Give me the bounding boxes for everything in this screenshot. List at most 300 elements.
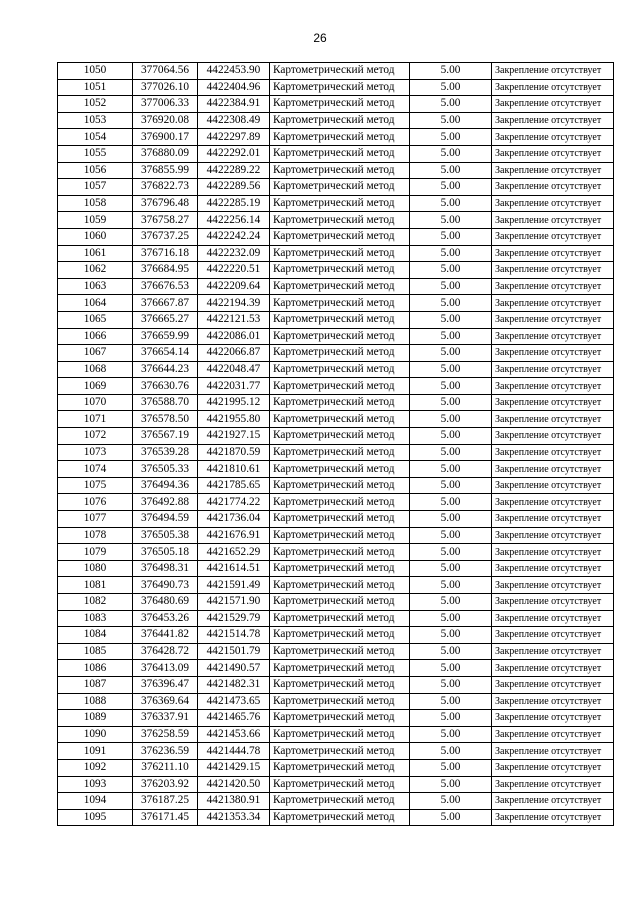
point-number-cell: 1064 [58, 295, 133, 312]
fixing-cell: Закрепление отсутствует [492, 96, 614, 113]
accuracy-cell: 5.00 [410, 179, 492, 196]
x-coordinate-cell: 376665.27 [133, 311, 198, 328]
point-number-cell: 1086 [58, 660, 133, 677]
point-number-cell: 1073 [58, 444, 133, 461]
accuracy-cell: 5.00 [410, 245, 492, 262]
table-row [58, 361, 614, 378]
x-coordinate-cell: 376494.59 [133, 511, 198, 528]
fixing-cell: Закрепление отсутствует [492, 345, 614, 362]
x-coordinate-cell: 376539.28 [133, 444, 198, 461]
x-coordinate-cell: 376758.27 [133, 212, 198, 229]
accuracy-cell: 5.00 [410, 278, 492, 295]
method-cell: Картометрический метод [270, 145, 410, 162]
fixing-cell: Закрепление отсутствует [492, 145, 614, 162]
x-coordinate-cell: 376880.09 [133, 145, 198, 162]
point-number-cell: 1085 [58, 643, 133, 660]
x-coordinate-cell: 376855.99 [133, 162, 198, 179]
table-row [58, 776, 614, 793]
point-number-cell: 1081 [58, 577, 133, 594]
accuracy-cell: 5.00 [410, 345, 492, 362]
method-cell: Картометрический метод [270, 345, 410, 362]
accuracy-cell: 5.00 [410, 477, 492, 494]
method-cell: Картометрический метод [270, 278, 410, 295]
fixing-cell: Закрепление отсутствует [492, 428, 614, 445]
point-number-cell: 1069 [58, 378, 133, 395]
table-row [58, 112, 614, 129]
table-row [58, 560, 614, 577]
y-coordinate-cell: 4422292.01 [198, 145, 270, 162]
y-coordinate-cell: 4421870.59 [198, 444, 270, 461]
point-number-cell: 1052 [58, 96, 133, 113]
point-number-cell: 1055 [58, 145, 133, 162]
accuracy-cell: 5.00 [410, 527, 492, 544]
y-coordinate-cell: 4422404.96 [198, 79, 270, 96]
accuracy-cell: 5.00 [410, 145, 492, 162]
fixing-cell: Закрепление отсутствует [492, 776, 614, 793]
fixing-cell: Закрепление отсутствует [492, 494, 614, 511]
y-coordinate-cell: 4421736.04 [198, 511, 270, 528]
table-row [58, 212, 614, 229]
accuracy-cell: 5.00 [410, 610, 492, 627]
point-number-cell: 1061 [58, 245, 133, 262]
y-coordinate-cell: 4421785.65 [198, 477, 270, 494]
y-coordinate-cell: 4421955.80 [198, 411, 270, 428]
fixing-cell: Закрепление отсутствует [492, 627, 614, 644]
y-coordinate-cell: 4422384.91 [198, 96, 270, 113]
point-number-cell: 1080 [58, 560, 133, 577]
method-cell: Картометрический метод [270, 643, 410, 660]
method-cell: Картометрический метод [270, 793, 410, 810]
y-coordinate-cell: 4421591.49 [198, 577, 270, 594]
x-coordinate-cell: 376676.53 [133, 278, 198, 295]
method-cell: Картометрический метод [270, 594, 410, 611]
x-coordinate-cell: 377006.33 [133, 96, 198, 113]
accuracy-cell: 5.00 [410, 428, 492, 445]
y-coordinate-cell: 4421676.91 [198, 527, 270, 544]
method-cell: Картометрический метод [270, 743, 410, 760]
method-cell: Картометрический метод [270, 129, 410, 146]
point-number-cell: 1060 [58, 228, 133, 245]
fixing-cell: Закрепление отсутствует [492, 278, 614, 295]
point-number-cell: 1070 [58, 394, 133, 411]
point-number-cell: 1057 [58, 179, 133, 196]
table-row [58, 179, 614, 196]
y-coordinate-cell: 4422066.87 [198, 345, 270, 362]
fixing-cell: Закрепление отсутствует [492, 212, 614, 229]
table-row [58, 627, 614, 644]
point-number-cell: 1087 [58, 676, 133, 693]
accuracy-cell: 5.00 [410, 660, 492, 677]
fixing-cell: Закрепление отсутствует [492, 660, 614, 677]
accuracy-cell: 5.00 [410, 494, 492, 511]
table-row [58, 394, 614, 411]
fixing-cell: Закрепление отсутствует [492, 693, 614, 710]
y-coordinate-cell: 4421514.78 [198, 627, 270, 644]
point-number-cell: 1089 [58, 710, 133, 727]
fixing-cell: Закрепление отсутствует [492, 793, 614, 810]
accuracy-cell: 5.00 [410, 776, 492, 793]
y-coordinate-cell: 4421571.90 [198, 594, 270, 611]
y-coordinate-cell: 4421774.22 [198, 494, 270, 511]
fixing-cell: Закрепление отсутствует [492, 759, 614, 776]
fixing-cell: Закрепление отсутствует [492, 544, 614, 561]
fixing-cell: Закрепление отсутствует [492, 162, 614, 179]
y-coordinate-cell: 4421473.65 [198, 693, 270, 710]
fixing-cell: Закрепление отсутствует [492, 195, 614, 212]
fixing-cell: Закрепление отсутствует [492, 394, 614, 411]
method-cell: Картометрический метод [270, 676, 410, 693]
point-number-cell: 1091 [58, 743, 133, 760]
table-row [58, 311, 614, 328]
method-cell: Картометрический метод [270, 759, 410, 776]
fixing-cell: Закрепление отсутствует [492, 743, 614, 760]
method-cell: Картометрический метод [270, 411, 410, 428]
table-row [58, 378, 614, 395]
accuracy-cell: 5.00 [410, 793, 492, 810]
table-row [58, 461, 614, 478]
method-cell: Картометрический метод [270, 295, 410, 312]
point-number-cell: 1074 [58, 461, 133, 478]
y-coordinate-cell: 4422242.24 [198, 228, 270, 245]
y-coordinate-cell: 4421995.12 [198, 394, 270, 411]
accuracy-cell: 5.00 [410, 544, 492, 561]
page-number: 26 [313, 31, 327, 45]
fixing-cell: Закрепление отсутствует [492, 179, 614, 196]
x-coordinate-cell: 376187.25 [133, 793, 198, 810]
y-coordinate-cell: 4421490.57 [198, 660, 270, 677]
fixing-cell: Закрепление отсутствует [492, 328, 614, 345]
method-cell: Картометрический метод [270, 63, 410, 80]
x-coordinate-cell: 376236.59 [133, 743, 198, 760]
x-coordinate-cell: 376505.33 [133, 461, 198, 478]
method-cell: Картометрический метод [270, 477, 410, 494]
method-cell: Картометрический метод [270, 212, 410, 229]
y-coordinate-cell: 4422194.39 [198, 295, 270, 312]
table-row [58, 228, 614, 245]
x-coordinate-cell: 376578.50 [133, 411, 198, 428]
method-cell: Картометрический метод [270, 577, 410, 594]
x-coordinate-cell: 376369.64 [133, 693, 198, 710]
fixing-cell: Закрепление отсутствует [492, 129, 614, 146]
accuracy-cell: 5.00 [410, 461, 492, 478]
fixing-cell: Закрепление отсутствует [492, 262, 614, 279]
table-row [58, 129, 614, 146]
x-coordinate-cell: 376171.45 [133, 809, 198, 826]
y-coordinate-cell: 4422232.09 [198, 245, 270, 262]
accuracy-cell: 5.00 [410, 676, 492, 693]
accuracy-cell: 5.00 [410, 195, 492, 212]
point-number-cell: 1066 [58, 328, 133, 345]
table-row [58, 693, 614, 710]
fixing-cell: Закрепление отсутствует [492, 676, 614, 693]
x-coordinate-cell: 376480.69 [133, 594, 198, 611]
fixing-cell: Закрепление отсутствует [492, 112, 614, 129]
method-cell: Картометрический метод [270, 494, 410, 511]
table-row [58, 743, 614, 760]
point-number-cell: 1092 [58, 759, 133, 776]
fixing-cell: Закрепление отсутствует [492, 527, 614, 544]
fixing-cell: Закрепление отсутствует [492, 411, 614, 428]
point-number-cell: 1088 [58, 693, 133, 710]
accuracy-cell: 5.00 [410, 162, 492, 179]
table-row [58, 345, 614, 362]
table-row [58, 162, 614, 179]
method-cell: Картометрический метод [270, 195, 410, 212]
table-row [58, 145, 614, 162]
table-row [58, 511, 614, 528]
point-number-cell: 1065 [58, 311, 133, 328]
fixing-cell: Закрепление отсутствует [492, 361, 614, 378]
y-coordinate-cell: 4422256.14 [198, 212, 270, 229]
table-row [58, 262, 614, 279]
table-row [58, 96, 614, 113]
fixing-cell: Закрепление отсутствует [492, 560, 614, 577]
x-coordinate-cell: 376505.18 [133, 544, 198, 561]
fixing-cell: Закрепление отсутствует [492, 378, 614, 395]
fixing-cell: Закрепление отсутствует [492, 511, 614, 528]
method-cell: Картометрический метод [270, 394, 410, 411]
y-coordinate-cell: 4421444.78 [198, 743, 270, 760]
accuracy-cell: 5.00 [410, 759, 492, 776]
method-cell: Картометрический метод [270, 726, 410, 743]
method-cell: Картометрический метод [270, 710, 410, 727]
table-row [58, 295, 614, 312]
accuracy-cell: 5.00 [410, 63, 492, 80]
fixing-cell: Закрепление отсутствует [492, 610, 614, 627]
table-row [58, 793, 614, 810]
accuracy-cell: 5.00 [410, 112, 492, 129]
y-coordinate-cell: 4421353.34 [198, 809, 270, 826]
fixing-cell: Закрепление отсутствует [492, 228, 614, 245]
point-number-cell: 1082 [58, 594, 133, 611]
table-row [58, 527, 614, 544]
x-coordinate-cell: 376453.26 [133, 610, 198, 627]
table-row [58, 594, 614, 611]
fixing-cell: Закрепление отсутствует [492, 643, 614, 660]
method-cell: Картометрический метод [270, 527, 410, 544]
method-cell: Картометрический метод [270, 660, 410, 677]
table-row [58, 660, 614, 677]
fixing-cell: Закрепление отсутствует [492, 444, 614, 461]
accuracy-cell: 5.00 [410, 560, 492, 577]
accuracy-cell: 5.00 [410, 627, 492, 644]
table-row [58, 195, 614, 212]
point-number-cell: 1059 [58, 212, 133, 229]
point-number-cell: 1053 [58, 112, 133, 129]
x-coordinate-cell: 376716.18 [133, 245, 198, 262]
method-cell: Картометрический метод [270, 776, 410, 793]
point-number-cell: 1056 [58, 162, 133, 179]
method-cell: Картометрический метод [270, 560, 410, 577]
y-coordinate-cell: 4422086.01 [198, 328, 270, 345]
accuracy-cell: 5.00 [410, 311, 492, 328]
fixing-cell: Закрепление отсутствует [492, 295, 614, 312]
x-coordinate-cell: 376441.82 [133, 627, 198, 644]
fixing-cell: Закрепление отсутствует [492, 245, 614, 262]
point-number-cell: 1068 [58, 361, 133, 378]
y-coordinate-cell: 4422308.49 [198, 112, 270, 129]
table-row [58, 411, 614, 428]
accuracy-cell: 5.00 [410, 361, 492, 378]
x-coordinate-cell: 376337.91 [133, 710, 198, 727]
x-coordinate-cell: 376413.09 [133, 660, 198, 677]
accuracy-cell: 5.00 [410, 328, 492, 345]
x-coordinate-cell: 376494.36 [133, 477, 198, 494]
point-number-cell: 1063 [58, 278, 133, 295]
x-coordinate-cell: 376490.73 [133, 577, 198, 594]
fixing-cell: Закрепление отсутствует [492, 63, 614, 80]
x-coordinate-cell: 376920.08 [133, 112, 198, 129]
x-coordinate-cell: 376498.31 [133, 560, 198, 577]
x-coordinate-cell: 376258.59 [133, 726, 198, 743]
y-coordinate-cell: 4422048.47 [198, 361, 270, 378]
accuracy-cell: 5.00 [410, 726, 492, 743]
point-number-cell: 1093 [58, 776, 133, 793]
method-cell: Картометрический метод [270, 378, 410, 395]
method-cell: Картометрический метод [270, 328, 410, 345]
accuracy-cell: 5.00 [410, 79, 492, 96]
coordinates-table-body [58, 63, 614, 826]
table-row [58, 428, 614, 445]
fixing-cell: Закрепление отсутствует [492, 311, 614, 328]
y-coordinate-cell: 4421614.51 [198, 560, 270, 577]
fixing-cell: Закрепление отсутствует [492, 726, 614, 743]
y-coordinate-cell: 4422220.51 [198, 262, 270, 279]
x-coordinate-cell: 376654.14 [133, 345, 198, 362]
fixing-cell: Закрепление отсутствует [492, 577, 614, 594]
method-cell: Картометрический метод [270, 112, 410, 129]
point-number-cell: 1051 [58, 79, 133, 96]
x-coordinate-cell: 376737.25 [133, 228, 198, 245]
y-coordinate-cell: 4421429.15 [198, 759, 270, 776]
accuracy-cell: 5.00 [410, 295, 492, 312]
x-coordinate-cell: 376396.47 [133, 676, 198, 693]
point-number-cell: 1058 [58, 195, 133, 212]
x-coordinate-cell: 376822.73 [133, 179, 198, 196]
coordinates-table [57, 62, 614, 826]
fixing-cell: Закрепление отсутствует [492, 594, 614, 611]
point-number-cell: 1083 [58, 610, 133, 627]
y-coordinate-cell: 4422453.90 [198, 63, 270, 80]
y-coordinate-cell: 4422121.53 [198, 311, 270, 328]
accuracy-cell: 5.00 [410, 212, 492, 229]
method-cell: Картометрический метод [270, 228, 410, 245]
x-coordinate-cell: 376667.87 [133, 295, 198, 312]
method-cell: Картометрический метод [270, 610, 410, 627]
x-coordinate-cell: 376428.72 [133, 643, 198, 660]
point-number-cell: 1078 [58, 527, 133, 544]
accuracy-cell: 5.00 [410, 411, 492, 428]
accuracy-cell: 5.00 [410, 394, 492, 411]
accuracy-cell: 5.00 [410, 594, 492, 611]
table-row [58, 245, 614, 262]
method-cell: Картометрический метод [270, 79, 410, 96]
table-row [58, 328, 614, 345]
y-coordinate-cell: 4422031.77 [198, 378, 270, 395]
method-cell: Картометрический метод [270, 179, 410, 196]
fixing-cell: Закрепление отсутствует [492, 710, 614, 727]
x-coordinate-cell: 376505.38 [133, 527, 198, 544]
x-coordinate-cell: 376684.95 [133, 262, 198, 279]
table-row [58, 494, 614, 511]
point-number-cell: 1072 [58, 428, 133, 445]
method-cell: Картометрический метод [270, 544, 410, 561]
table-row [58, 759, 614, 776]
y-coordinate-cell: 4421529.79 [198, 610, 270, 627]
x-coordinate-cell: 376659.99 [133, 328, 198, 345]
table-row [58, 63, 614, 80]
method-cell: Картометрический метод [270, 461, 410, 478]
method-cell: Картометрический метод [270, 627, 410, 644]
point-number-cell: 1077 [58, 511, 133, 528]
y-coordinate-cell: 4421465.76 [198, 710, 270, 727]
y-coordinate-cell: 4422209.64 [198, 278, 270, 295]
y-coordinate-cell: 4421380.91 [198, 793, 270, 810]
table-row [58, 710, 614, 727]
y-coordinate-cell: 4421453.66 [198, 726, 270, 743]
point-number-cell: 1094 [58, 793, 133, 810]
method-cell: Картометрический метод [270, 809, 410, 826]
accuracy-cell: 5.00 [410, 511, 492, 528]
method-cell: Картометрический метод [270, 162, 410, 179]
point-number-cell: 1075 [58, 477, 133, 494]
table-row [58, 726, 614, 743]
y-coordinate-cell: 4422289.22 [198, 162, 270, 179]
y-coordinate-cell: 4421652.29 [198, 544, 270, 561]
accuracy-cell: 5.00 [410, 96, 492, 113]
x-coordinate-cell: 377026.10 [133, 79, 198, 96]
accuracy-cell: 5.00 [410, 643, 492, 660]
method-cell: Картометрический метод [270, 361, 410, 378]
y-coordinate-cell: 4421927.15 [198, 428, 270, 445]
x-coordinate-cell: 376796.48 [133, 195, 198, 212]
method-cell: Картометрический метод [270, 693, 410, 710]
accuracy-cell: 5.00 [410, 228, 492, 245]
accuracy-cell: 5.00 [410, 577, 492, 594]
x-coordinate-cell: 376203.92 [133, 776, 198, 793]
table-row [58, 643, 614, 660]
x-coordinate-cell: 376644.23 [133, 361, 198, 378]
accuracy-cell: 5.00 [410, 444, 492, 461]
table-row [58, 544, 614, 561]
point-number-cell: 1076 [58, 494, 133, 511]
accuracy-cell: 5.00 [410, 378, 492, 395]
accuracy-cell: 5.00 [410, 129, 492, 146]
x-coordinate-cell: 376492.88 [133, 494, 198, 511]
x-coordinate-cell: 376211.10 [133, 759, 198, 776]
table-row [58, 444, 614, 461]
point-number-cell: 1090 [58, 726, 133, 743]
point-number-cell: 1054 [58, 129, 133, 146]
y-coordinate-cell: 4422285.19 [198, 195, 270, 212]
x-coordinate-cell: 377064.56 [133, 63, 198, 80]
accuracy-cell: 5.00 [410, 809, 492, 826]
table-row [58, 809, 614, 826]
method-cell: Картометрический метод [270, 262, 410, 279]
fixing-cell: Закрепление отсутствует [492, 461, 614, 478]
method-cell: Картометрический метод [270, 511, 410, 528]
x-coordinate-cell: 376588.70 [133, 394, 198, 411]
method-cell: Картометрический метод [270, 245, 410, 262]
method-cell: Картометрический метод [270, 428, 410, 445]
method-cell: Картометрический метод [270, 311, 410, 328]
point-number-cell: 1050 [58, 63, 133, 80]
point-number-cell: 1079 [58, 544, 133, 561]
point-number-cell: 1067 [58, 345, 133, 362]
y-coordinate-cell: 4421810.61 [198, 461, 270, 478]
table-row [58, 79, 614, 96]
y-coordinate-cell: 4421420.50 [198, 776, 270, 793]
